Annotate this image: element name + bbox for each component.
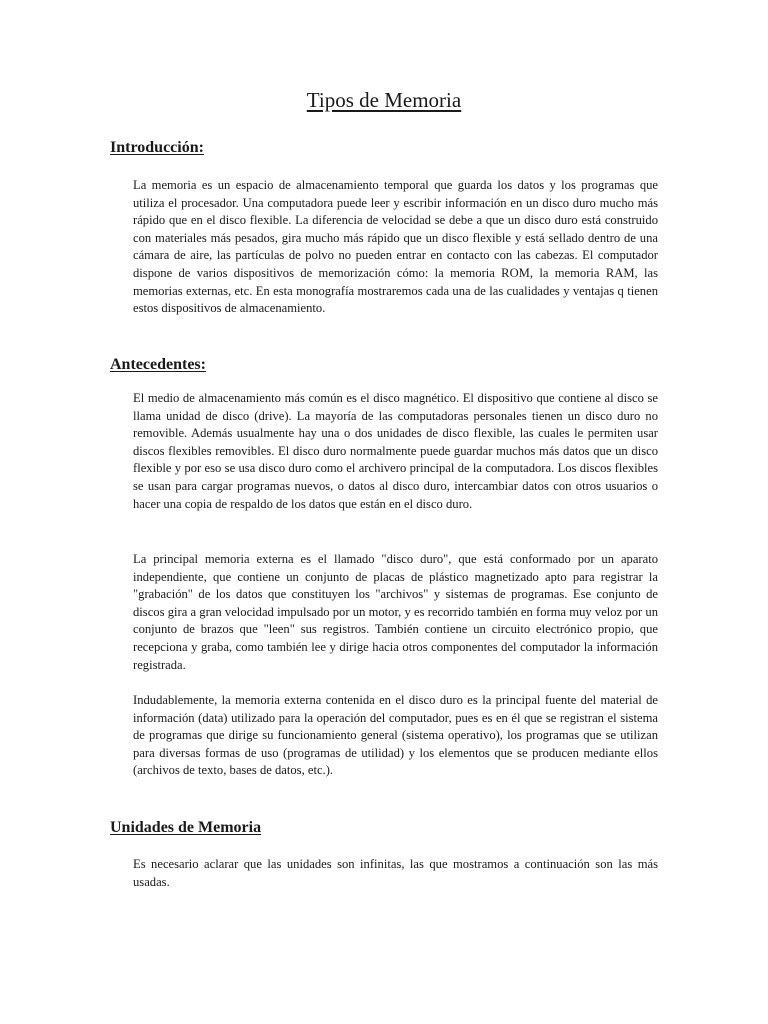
paragraph-antecedentes-2: La principal memoria externa es el llamado "disco duro", que está conformado por un aparato independiente, que contiene un conjunto de placas de plástico magnetizado apto para registrar la "grabación" de los datos que constituyen los "archivos" y sistemas de programas. Ese conjunto de discos gira a gran velocidad impulsado por un motor, y es recorrido también en forma muy veloz por un conjunto de brazos que "leen" sus registros. También contiene un circuito electrónico propio, que recepciona y graba, como también lee y dirige hacia otros componentes del computador la información registrada. [133,552,658,672]
paragraph-introduccion: La memoria es un espacio de almacenamiento temporal que guarda los datos y los programas que utiliza el procesador. Una computadora puede leer y escribir información en un disco duro mucho más rápido que en el disco flexible. La diferencia de velocidad se debe a que un disco duro está construido con materiales más pesados, gira mucho más rápido que un disco flexible y está sellado dentro de una cámara de aire, las partículas de polvo no pueden entrar en contacto con las cabezas. El computador dispone de varios dispositivos de memorización cómo: la memoria ROM, la memoria RAM, las memorias externas, etc. En esta monografía mostraremos cada una de las cualidades y ventajas q tienen estos dispositivos de almacenamiento. [133,178,658,316]
section-heading-unidades-de-memoria: Unidades de Memoria [110,819,262,836]
section-heading-introduccion: Introducción: [110,139,204,156]
paragraph-antecedentes-1: El medio de almacenamiento más común es el disco magnético. El dispositivo que contiene al disco se llama unidad de disco (drive). La mayoría de las computadoras personales tienen un disco duro no removible. Además usualmente hay una o dos unidades de disco flexible, las cuales le permiten usar discos flexibles removibles. El disco duro normalmente puede guardar muchos más datos que un disco flexible y por eso se usa disco duro como el archivero principal de la computadora. Los discos flexibles se usan para cargar programas nuevos, o datos al disco duro, intercambiar datos con otros usuarios o hacer una copia de respaldo de los datos que están en el disco duro. [133,391,658,511]
section-heading-antecedentes: Antecedentes: [110,356,206,373]
paragraph-antecedentes-3: Indudablemente, la memoria externa contenida en el disco duro es la principal fuente del material de información (data) utilizado para la operación del computador, pues es en él que se registran el sistema de programas que dirige su funcionamiento general (sistema operativo), los programas que se utilizan para diversas formas de uso (programas de utilidad) y los elementos que se producen mediante ellos (archivos de texto, bases de datos, etc.). [133,693,658,778]
paragraph-unidades-de-memoria: Es necesario aclarar que las unidades son infinitas, las que mostramos a continuación son las más usadas. [133,857,658,889]
document-title: Tipos de Memoria [306,88,462,112]
